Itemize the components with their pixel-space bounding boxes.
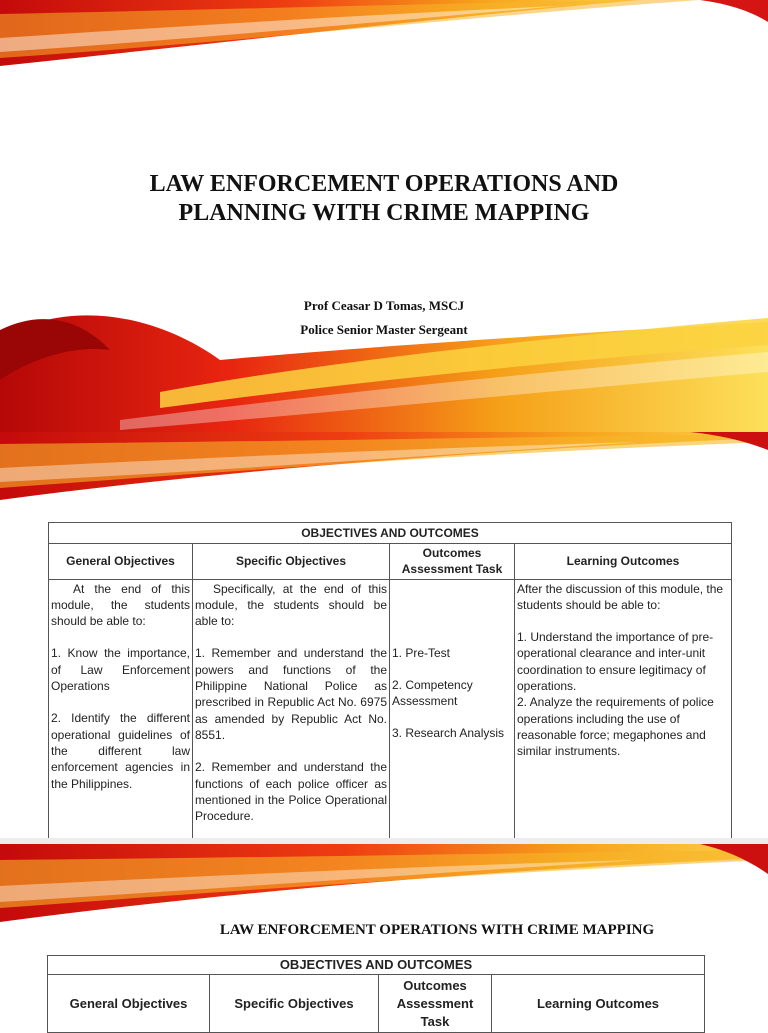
- author-rank: Police Senior Master Sergeant: [300, 322, 468, 337]
- learning-item-2: 2. Analyze the requirements of police operations including the use of reasonable force; megaphones and similar instruments.: [517, 695, 714, 759]
- slide-1: [0, 0, 768, 432]
- learning-intro: After the discussion of this module, the students should be able to:: [517, 581, 724, 612]
- main-title: [0, 170, 768, 228]
- header-specific-objectives: Specific Objectives: [193, 544, 390, 580]
- specific-objectives-cell: [193, 579, 390, 853]
- general-intro: At the end of this module, the students should be able to:: [51, 581, 190, 629]
- objectives-table-slide-2: [48, 522, 732, 854]
- top-swoosh-decoration: [0, 844, 768, 924]
- header-general-objectives: General Objectives: [49, 544, 193, 580]
- header-general-objectives: General Objectives: [48, 975, 210, 1033]
- general-item-2: 2. Identify the different operational guidelines of the different law enforcement agencies in the Philippines.: [51, 711, 190, 791]
- objectives-table-slide-3: [47, 955, 705, 1033]
- specific-intro: Specifically, at the end of this module, the students should be able to:: [195, 581, 387, 629]
- main-title-line-2: PLANNING WITH CRIME MAPPING: [178, 200, 590, 226]
- header-outcomes-assessment-task: Outcomes Assessment Task: [379, 975, 492, 1033]
- table-caption: OBJECTIVES AND OUTCOMES: [48, 956, 705, 975]
- general-objectives-cell: [49, 579, 193, 853]
- slide-3-title: LAW ENFORCEMENT OPERATIONS WITH CRIME MAPPING: [219, 922, 655, 938]
- assessment-item-3: 3. Research Analysis: [392, 726, 505, 741]
- assessment-task-cell: [390, 579, 515, 853]
- header-outcomes-assessment-task: Outcomes Assessment Task: [390, 544, 515, 580]
- assessment-item-2: 2. Competency Assessment: [392, 677, 473, 709]
- assessment-item-1: 1. Pre-Test: [392, 645, 451, 660]
- table-caption: OBJECTIVES AND OUTCOMES: [49, 523, 732, 544]
- specific-item-1: 1. Remember and understand the powers and functions of the Philippine National Police as prescribed in Republic Act No. 6975 as amended by Republic Act No. 8551.: [195, 646, 387, 742]
- general-item-1: 1. Know the importance, of Law Enforcement Operations: [51, 646, 190, 694]
- header-learning-outcomes: Learning Outcomes: [492, 975, 705, 1033]
- learning-item-1: 1. Understand the importance of pre-operational clearance and inter-unit coordination to ensure legitimacy of operations.: [517, 630, 714, 694]
- header-learning-outcomes: Learning Outcomes: [515, 544, 732, 580]
- learning-outcomes-cell: [515, 579, 732, 853]
- author-name: Prof Ceasar D Tomas, MSCJ: [303, 298, 465, 313]
- specific-item-2: 2. Remember and understand the functions of each police officer as mentioned in the Police Operational Procedure.: [195, 760, 387, 824]
- main-title-line-1: LAW ENFORCEMENT OPERATIONS AND: [149, 171, 619, 197]
- header-specific-objectives: Specific Objectives: [210, 975, 379, 1033]
- top-swoosh-decoration: [0, 432, 768, 502]
